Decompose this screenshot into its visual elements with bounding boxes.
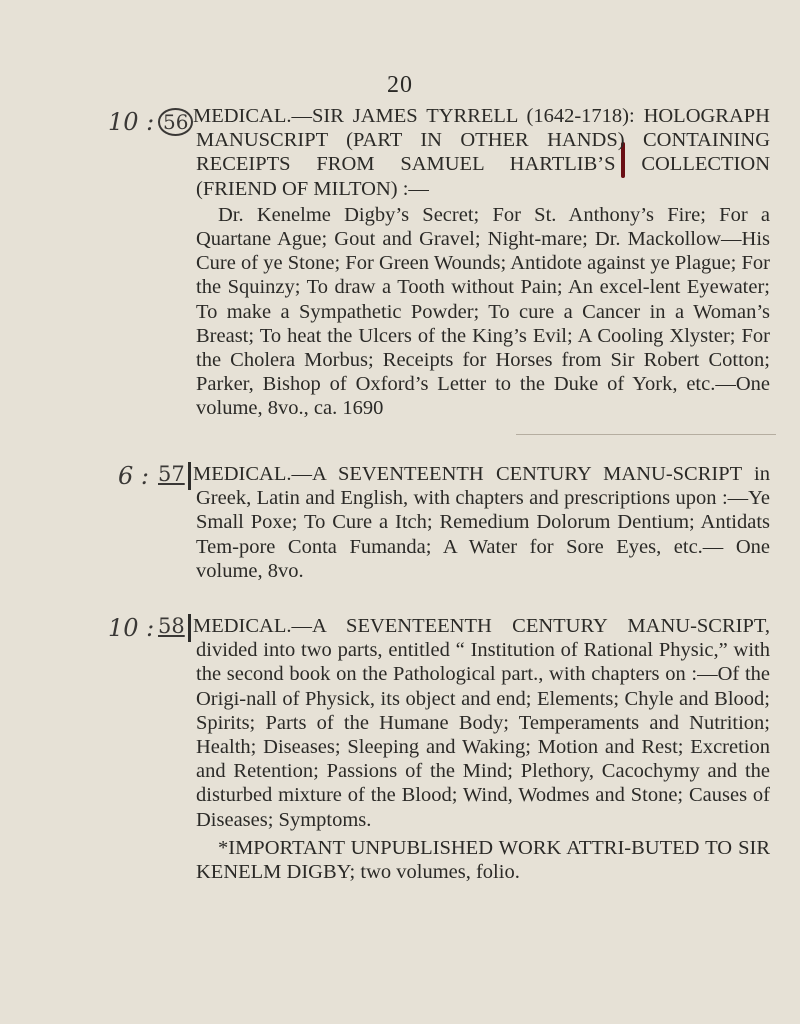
- entry-56-heading: MEDICAL.—SIR JAMES TYRRELL (1642-1718): HOLOGRAPH MANUSCRIPT (PART IN OTHER HANDS) CONTAINING RECEIPTS FROM SAMUEL HARTLIB’S COLLECTION (FRIEND OF MILTON) :—: [193, 105, 770, 200]
- entry-56-body: Dr. Kenelme Digby’s Secret; For St. Anthony’s Fire; For a Quartane Ague; Gout and Gravel; Night-mare; Dr. Mackollow—His Cure of ye Stone; For Green Wounds; Antidote against ye Plague; For the Squinzy; To draw a Tooth without Pain; An excel-lent Eyewater; To make a Sympathetic Powder; To cure a Cancer in a Woman’s Breast; To heat the Ulcers of the King’s Evil; A Cooling Xlyster; For the Cholera Morbus; Receipts for Horses from Sir Robert Cotton; Parker, Bishop of Oxford’s Letter to the Duke of York, etc.—One volume, 8vo., ca. 1690: [196, 203, 770, 420]
- entry-56: [193, 104, 770, 421]
- entry-57-text: MEDICAL.—A SEVENTEENTH CENTURY MANU-SCRIPT in Greek, Latin and English, with chapters and prescriptions upon :—Ye Small Poxe; To Cure a Itch; Remedium Dolorum Dentium; Antidats Tem-pore Conta Fumanda; A Water for Sore Eyes, etc.— One volume, 8vo.: [193, 463, 770, 582]
- margin-price-56: 10 :: [108, 108, 155, 136]
- entry-58: [193, 614, 770, 884]
- pencil-rule: [516, 434, 776, 435]
- lot-number-58: 58: [158, 614, 185, 638]
- entry-58-text: MEDICAL.—A SEVENTEENTH CENTURY MANU-SCRIPT, divided into two parts, entitled “ Institution of Rational Physic,” with the second book on the Pathological part., with chapters on :—Of the Origi-nall of Physick, its object and end; Elements; Chyle and Blood; Spirits; Parts of the Humane Body; Temperaments and Nutrition; Health; Diseases; Sleeping and Waking; Motion and Rest; Excretion and Retention; Passions of the Mind; Plethory, Cacochymy and the disturbed mixture of the Blood; Wind, Wodmes and Stone; Causes of Diseases; Symptoms.: [193, 615, 770, 831]
- entry-58-note: *IMPORTANT UNPUBLISHED WORK ATTRI-BUTED TO SIR KENELM DIGBY; two volumes, folio.: [196, 836, 770, 884]
- margin-price-58: 10 :: [108, 614, 155, 642]
- lot-number-56: 56: [158, 108, 193, 136]
- lot-bracket-57: [188, 462, 191, 490]
- lot-number-57: 57: [158, 462, 185, 486]
- page-number: 20: [387, 72, 413, 98]
- margin-price-57: 6 :: [118, 462, 149, 490]
- lot-bracket-58: [188, 614, 191, 642]
- entry-57: [193, 462, 770, 583]
